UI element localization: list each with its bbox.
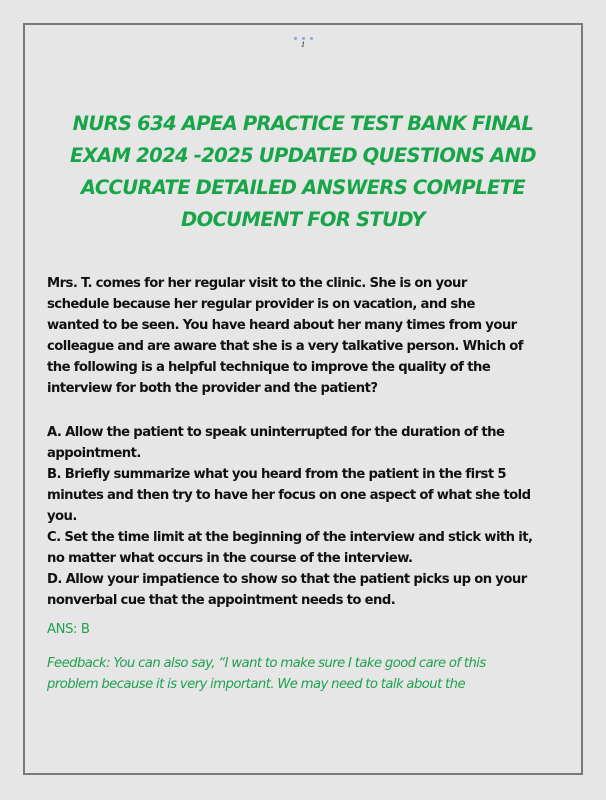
option-d: D. Allow your impatience to show so that the patient picks up on your nonverbal cue that the appointment needs to end.: [47, 572, 527, 608]
title-line: DOCUMENT FOR STUDY: [181, 208, 425, 231]
answer-key: ANS: B: [47, 622, 90, 637]
page-number-header: [25, 37, 581, 49]
answer-options: [47, 422, 533, 611]
option-b: B. Briefly summarize what you heard from the patient in the first 5 minutes and then try to have her focus on one aspect of what she told you.: [47, 467, 531, 524]
title-line: EXAM 2024 -2025 UPDATED QUESTIONS AND: [70, 144, 536, 167]
option-a: A. Allow the patient to speak uninterrupted for the duration of the appointment.: [47, 425, 505, 461]
option-c: C. Set the time limit at the beginning of the interview and stick with it, no matter what occurs in the course of the interview.: [47, 530, 533, 566]
title-line: NURS 634 APEA PRACTICE TEST BANK FINAL: [72, 112, 534, 135]
page-number: 1: [301, 40, 305, 49]
question-text: Mrs. T. comes for her regular visit to the clinic. She is on your schedule because her regular provider is on vacation, and she wanted to be seen. You have heard about her many times from your colleague and are aware that she is a very talkative person. Which of the following is a helpful technique to improve the quality of the interview for both the provider and the patient?: [47, 276, 523, 396]
title-line: ACCURATE DETAILED ANSWERS COMPLETE: [80, 176, 526, 199]
feedback-text: Feedback: You can also say, “I want to make sure I take good care of this problem because it is very important. We may need to talk about the: [47, 656, 486, 692]
document-title: [30, 108, 576, 236]
